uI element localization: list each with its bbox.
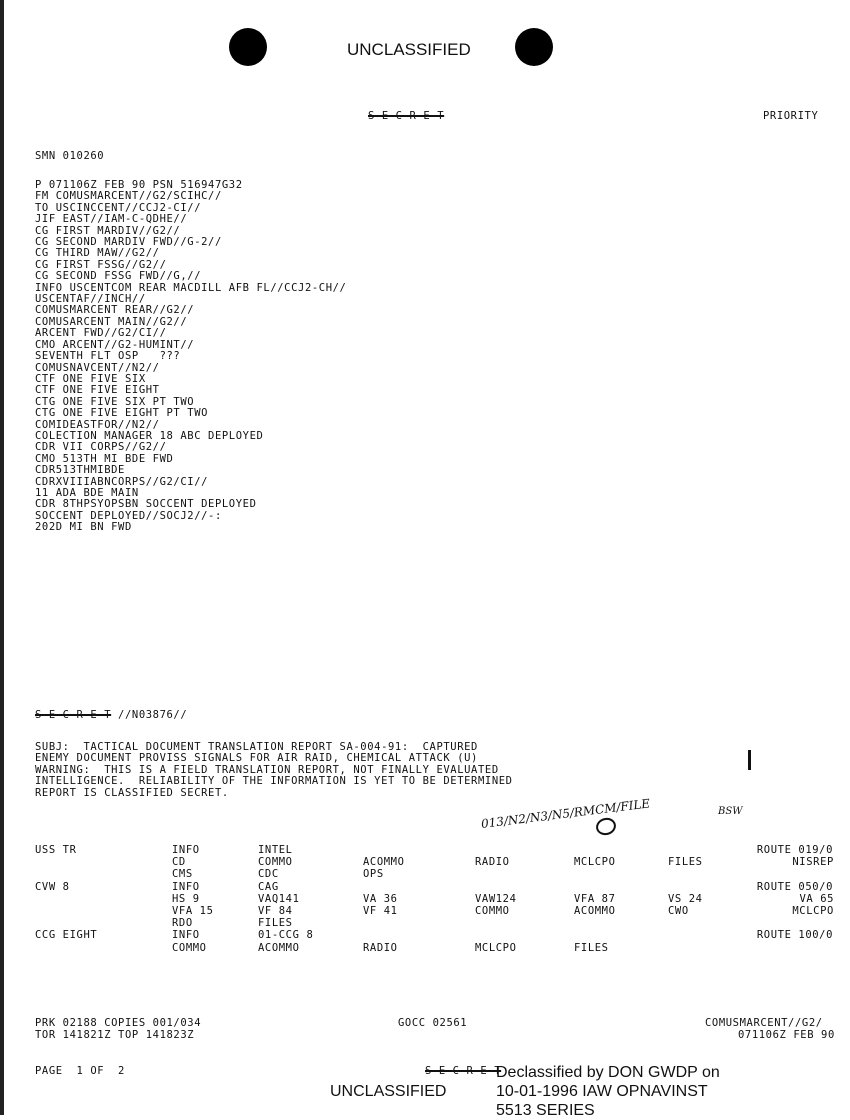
header-line: CTG ONE FIVE EIGHT PT TWO [35,407,209,420]
routing-cell: VFA 15 [172,905,214,917]
header-line: P 071106Z FEB 90 PSN 516947G32 [35,179,243,191]
declass-line: 10-01-1996 IAW OPNAVINST [496,1083,708,1100]
header-line: 202D MI BN FWD [35,521,132,534]
header-line: CDR513THMIBDE [35,464,125,477]
struck-classification-inline: S E C R E T [35,709,112,721]
routing-cell: ROUTE 019/0 [756,844,834,856]
header-line: COMUSNAVCENT//N2// [35,361,160,374]
routing-cell: VS 24 [668,892,703,905]
routing-cell: 01-CCG 8 [258,929,314,942]
header-line: CDR VII CORPS//G2// [35,441,167,454]
subject-line: REPORT IS CLASSIFIED SECRET. [35,786,229,799]
routing-row [0,930,850,942]
redaction-dot-left [229,28,267,66]
routing-cell: ACOMMO [363,856,405,869]
header-line: ARCENT FWD//G2/CI// [35,327,167,340]
routing-cell: CD [172,856,186,869]
routing-cell: OPS [363,868,384,881]
dtg-footer: 071106Z FEB 90 [738,1029,835,1041]
header-line: CTG ONE FIVE SIX PT TWO [35,395,195,408]
prk-copies-line: PRK 02188 COPIES 001/034 [35,1017,202,1029]
header-line: CG FIRST MARDIV//G2// [35,224,181,237]
routing-cell: FILES [668,856,703,869]
routing-cell: INFO [172,929,200,942]
routing-row [0,894,850,906]
routing-cell: VF 84 [258,905,293,917]
routing-cell: VAQ141 [258,892,300,905]
routing-cell: RADIO [363,941,398,954]
header-line: CG SECOND FSSG FWD//G,// [35,270,202,283]
routing-cell: CMS [172,868,193,881]
header-line: COMUSARCENT MAIN//G2// [35,315,188,328]
header-line: CMO 513TH MI BDE FWD [35,452,174,465]
routing-cell: ROUTE 050/0 [756,880,834,893]
declass-line: 5513 SERIES [496,1102,595,1119]
header-line: JIF EAST//IAM-C-QDHE// [35,213,188,226]
handwritten-initials: BSW [718,806,743,817]
routing-cell: CVW 8 [35,880,70,893]
reference-number: //N03876// [111,709,188,721]
subject-line: ENEMY DOCUMENT PROVISS SIGNALS FOR AIR RAID, CHEMICAL ATTACK (U) [35,752,478,765]
declass-line: Declassified by DON GWDP on [496,1064,720,1081]
routing-row [0,845,850,857]
tor-top-line: TOR 141821Z TOP 141823Z [35,1029,195,1041]
header-line: COMIDEASTFOR//N2// [35,418,160,431]
subject-and-warning [35,742,513,799]
header-line: SEVENTH FLT OSP ??? [35,350,181,363]
routing-row [0,943,850,955]
routing-cell: USS TR [35,844,77,856]
subject-line: WARNING: THIS IS A FIELD TRANSLATION REPORT, NOT FINALLY EVALUATED [35,763,499,776]
precedence-label: PRIORITY [763,110,819,122]
header-line: INFO USCENTCOM REAR MACDILL AFB FL//CCJ2-CH// [35,281,347,294]
routing-cell: ACOMMO [258,941,300,954]
header-line: CMO ARCENT//G2-HUMINT// [35,338,195,351]
subject-line: SUBJ: TACTICAL DOCUMENT TRANSLATION REPORT SA-004-91: CAPTURED [35,741,478,753]
routing-cell: ACOMMO [574,905,616,917]
routing-cell: COMMO [475,905,510,917]
routing-cell: RDO [172,917,193,930]
routing-cell: INFO [172,880,200,893]
routing-cell: MCLCPO [475,941,517,954]
header-line: FM COMUSMARCENT//G2/SCIHC// [35,190,222,203]
routing-row [0,857,850,869]
routing-cell: MCLCPO [574,856,616,869]
header-line: TO USCINCCENT//CCJ2-CI// [35,201,202,214]
routing-cell: CDC [258,868,279,881]
routing-cell: VA 65 [799,892,835,905]
header-line: USCENTAF//INCH// [35,293,146,306]
header-line: CDRXVIIIABNCORPS//G2/CI// [35,475,209,488]
gocc-number: GOCC 02561 [398,1017,468,1029]
struck-classification-bottom: S E C R E T [425,1065,502,1077]
struck-classification-top: S E C R E T [368,110,445,122]
routing-cell: HS 9 [172,892,200,905]
header-line: CG FIRST FSSG//G2// [35,258,167,271]
routing-cell: RADIO [475,856,510,869]
message-address-header [35,180,346,534]
top-classification-banner: UNCLASSIFIED [347,40,471,59]
routing-cell: MCLCPO [792,905,834,917]
message-serial: SMN 010260 [35,150,105,162]
routing-cell: VF 41 [363,905,398,917]
routing-row [0,869,850,881]
routing-cell: CWO [668,905,689,917]
routing-cell: INTEL [258,844,293,856]
handwritten-distribution-note: 013/N2/N3/N5/RMCM/FILE [480,796,651,831]
handwritten-circle-mark [594,816,618,838]
routing-row [0,882,850,894]
header-line: 11 ADA BDE MAIN [35,486,139,499]
routing-cell: VAW124 [475,892,517,905]
header-line: CG THIRD MAW//G2// [35,247,160,260]
routing-row [0,906,850,918]
routing-cell: COMMO [258,856,293,869]
header-line: CDR 8THPSYOPSBN SOCCENT DEPLOYED [35,498,257,511]
header-line: CTF ONE FIVE SIX [35,372,146,385]
routing-cell: INFO [172,844,200,856]
routing-row [0,918,850,930]
redaction-dot-right [515,28,553,66]
declassification-stamp [496,1063,720,1120]
bottom-classification-banner: UNCLASSIFIED [330,1083,447,1100]
routing-cell: FILES [258,917,293,930]
originator-footer: COMUSMARCENT//G2/ [705,1017,823,1029]
margin-mark [748,750,751,770]
routing-cell: CAG [258,880,279,893]
header-line: COLECTION MANAGER 18 ABC DEPLOYED [35,429,264,442]
routing-cell: COMMO [172,941,207,954]
header-line: COMUSMARCENT REAR//G2// [35,304,195,317]
routing-cell: VFA 87 [574,892,616,905]
header-line: CG SECOND MARDIV FWD//G-2// [35,236,222,249]
routing-cell: NISREP [792,856,834,869]
page-number: PAGE 1 OF 2 [35,1065,125,1077]
header-line: SOCCENT DEPLOYED//SOCJ2//-: [35,509,222,522]
header-line: CTF ONE FIVE EIGHT [35,384,160,397]
routing-cell: CCG EIGHT [35,929,98,942]
subject-line: INTELLIGENCE. RELIABILITY OF THE INFORMATION IS YET TO BE DETERMINED [35,775,513,788]
routing-table [0,845,850,1005]
routing-cell: FILES [574,941,609,954]
routing-cell: ROUTE 100/0 [756,929,834,942]
secret-reference-line [35,710,187,721]
routing-cell: VA 36 [363,892,398,905]
